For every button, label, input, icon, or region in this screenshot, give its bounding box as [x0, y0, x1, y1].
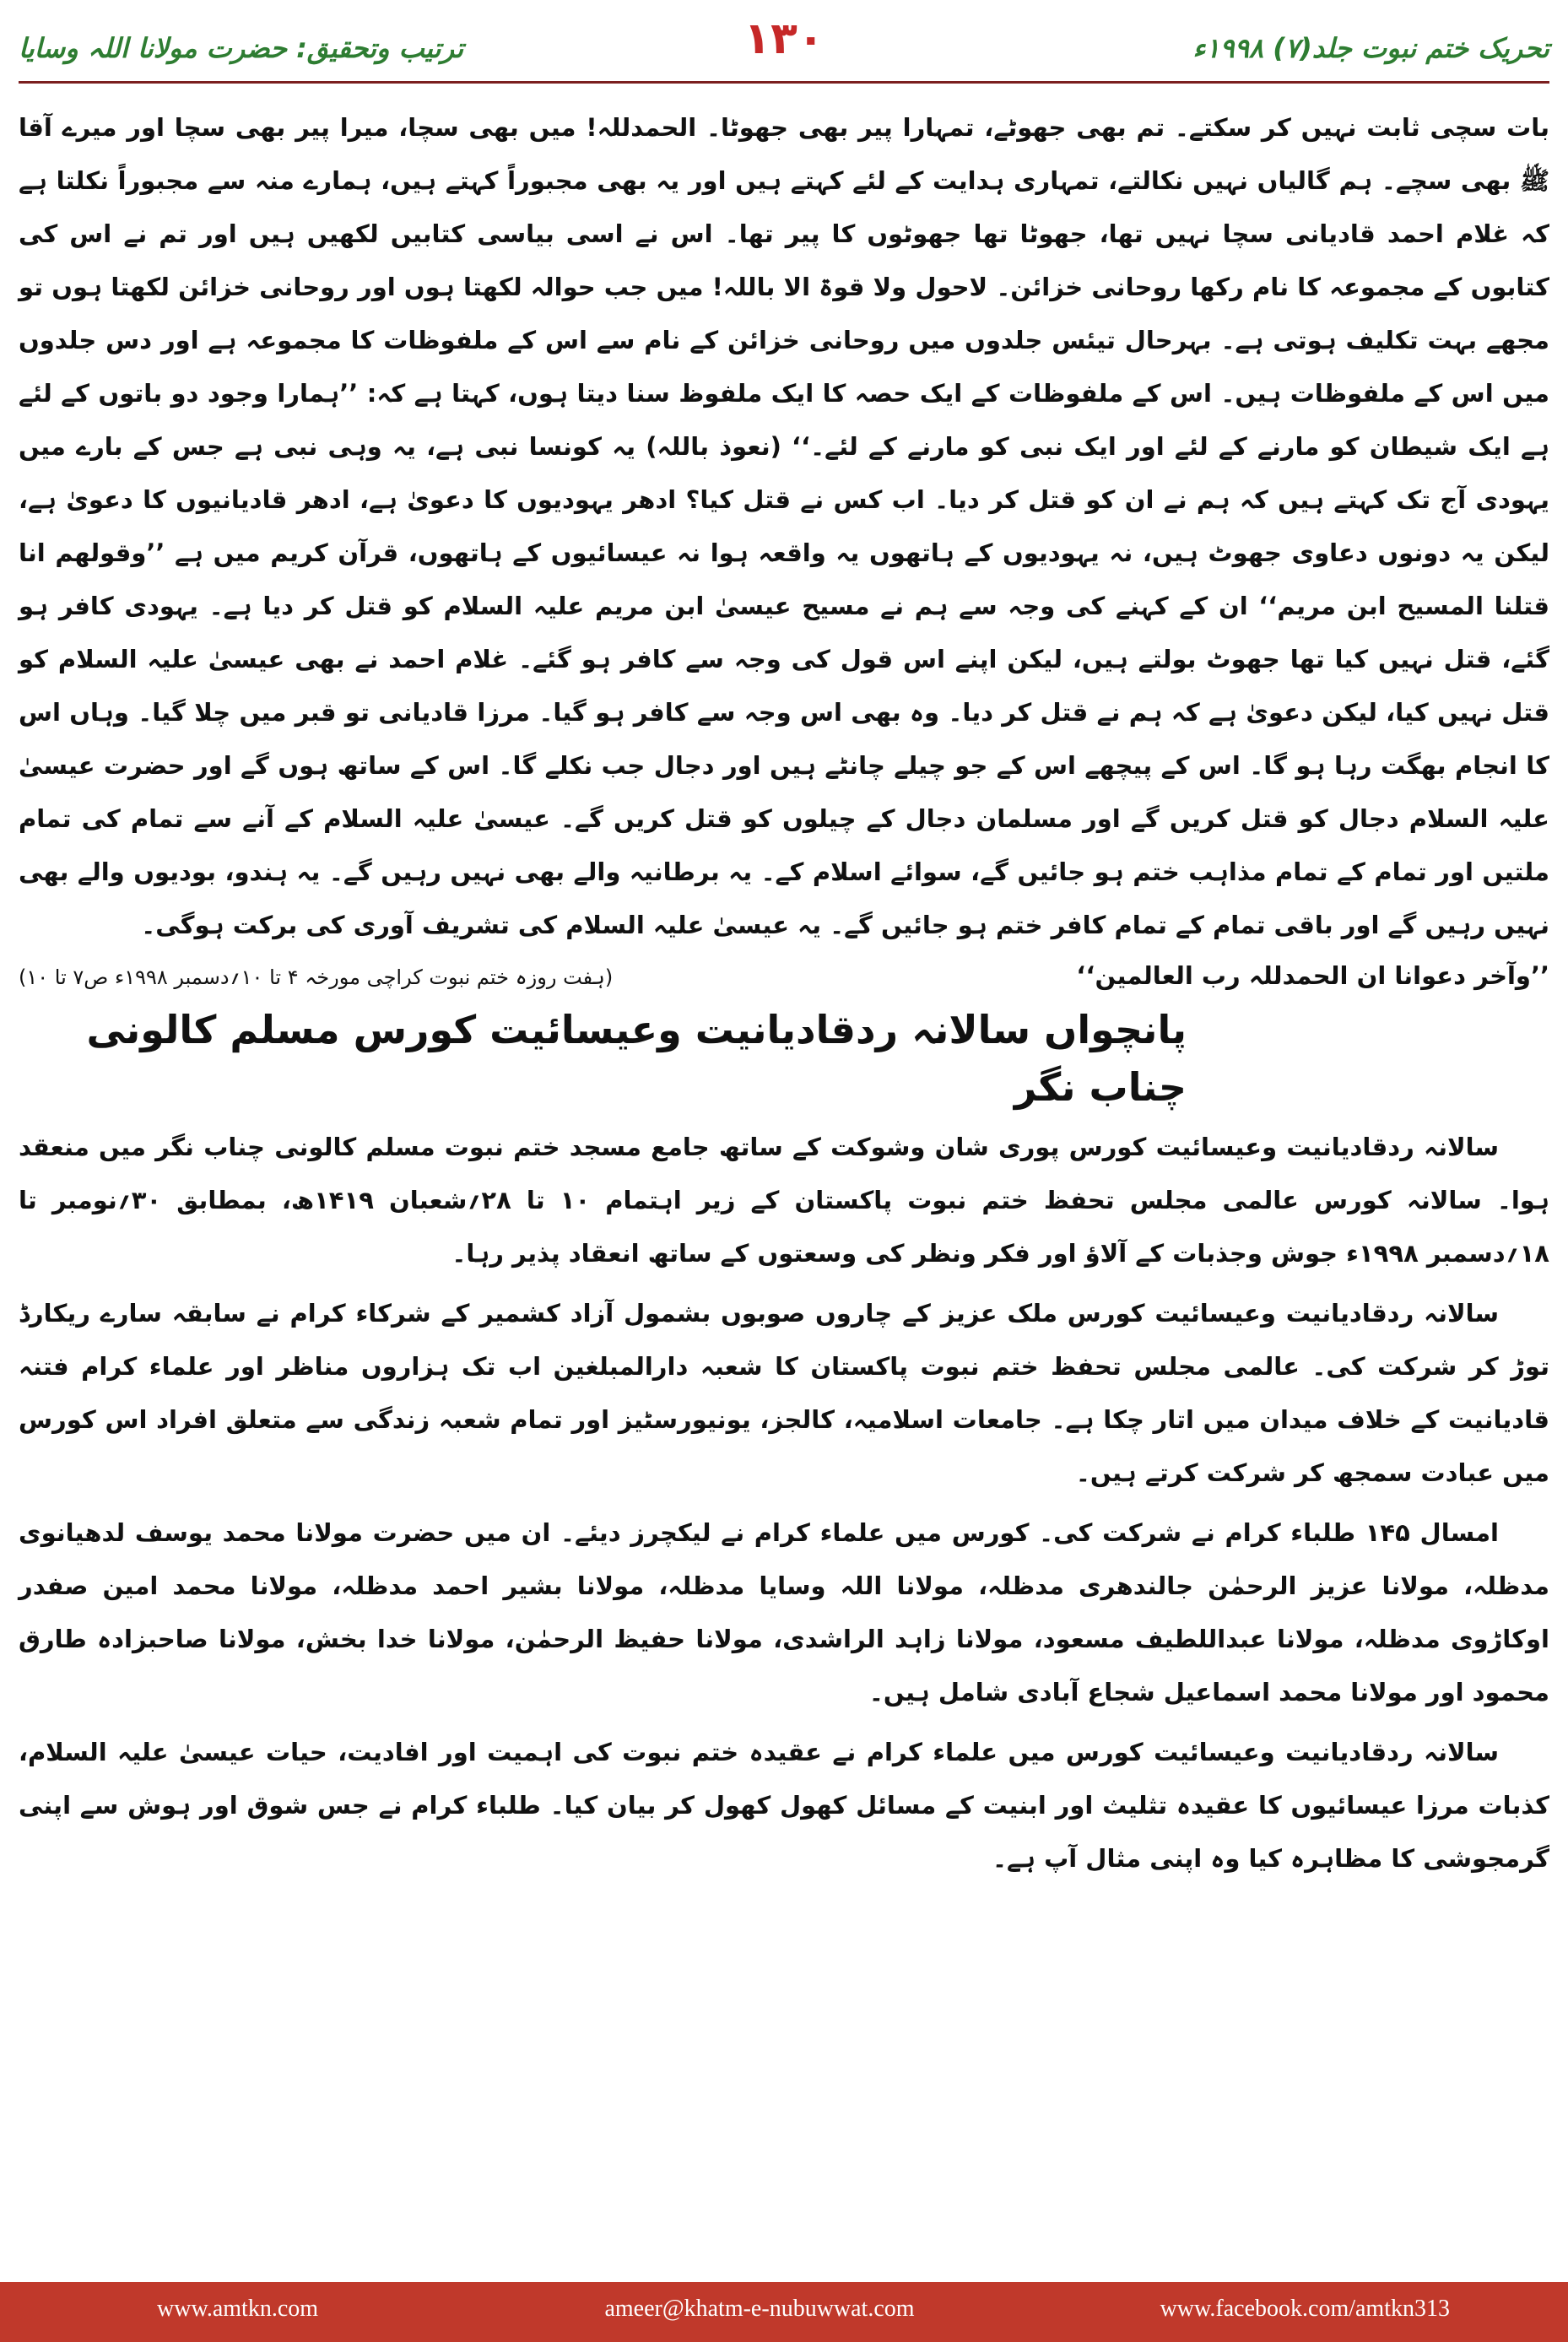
footer-email-link[interactable]: ameer@khatm-e-nubuwwat.com [604, 2296, 915, 2322]
header-author-credit: ترتیب وتحقیق: حضرت مولانا اللہ وسایا [19, 32, 464, 64]
section-paragraph: سالانہ ردقادیانیت وعیسائیت کورس پوری شان وشوکت کے ساتھ جامع مسجد ختم نبوت مسلم کالونی چناب نگر میں منعقد ہوا۔ سالانہ کورس عالمی مجلس تحفظ ختم نبوت پاکستان کے زیر اہتمام ۱۰ تا ۲۸؍شعبان ۱۴۱۹ھ، بمطابق ۳۰؍نومبر تا ۱۸؍دسمبر ۱۹۹۸ء جوش وجذبات کے آلاؤ اور فکر ونظر کی وسعتوں کے ساتھ انعقاد پذیر رہا۔ [19, 1133, 1549, 1268]
section-paragraph: امسال ۱۴۵ طلباء کرام نے شرکت کی۔ کورس میں علماء کرام نے لیکچرز دیئے۔ ان میں حضرت مولانا محمد یوسف لدھیانوی مدظلہ، مولانا عزیز الرحمٰن جالندھری مدظلہ، مولانا اللہ وسایا مدظلہ، مولانا بشیر احمد مدظلہ، مولانا محمد امین صفدر اوکاڑوی مدظلہ، مولانا عبداللطیف مسعود، مولانا زاہد الراشدی، مولانا حفیظ الرحمٰن، مولانا خدا بخش، مولانا صاحبزادہ طارق محمود اور مولانا محمد اسماعیل شجاع آبادی شامل ہیں۔ [19, 1518, 1549, 1706]
section-paragraph: سالانہ ردقادیانیت وعیسائیت کورس میں علماء کرام نے عقیدہ ختم نبوت کی اہمیت اور افادیت، حیات عیسیٰ علیہ السلام، کذبات مرزا عیسائیوں کا عقیدہ تثلیث اور ابنیت کے مسائل کھول کھول کر بیان کیا۔ طلباء کرام نے جس شوق اور ہوش سے اپنی گرمجوشی کا مظاہرہ کیا وہ اپنی مثال آپ ہے۔ [19, 1738, 1549, 1873]
section-heading: پانچواں سالانہ ردقادیانیت وعیسائیت کورس مسلم کالونی چناب نگر [86, 1007, 1187, 1110]
section-paragraph: سالانہ ردقادیانیت وعیسائیت کورس ملک عزیز کے چاروں صوبوں بشمول آزاد کشمیر کے شرکاء کرام نے سابقہ سارے ریکارڈ توڑ کر شرکت کی۔ عالمی مجلس تحفظ ختم نبوت پاکستان کا شعبہ دارالمبلغین اب تک ہزاروں مناظر اور علماء کرام فتنہ قادیانیت کے خلاف میدان میں اتار چکا ہے۔ جامعات اسلامیہ، کالجز، یونیورسٹیز اور تمام شعبہ زندگی سے متعلق افراد اس کورس میں عبادت سمجھ کر شرکت کرتے ہیں۔ [19, 1299, 1549, 1487]
source-citation: (ہفت روزہ ختم نبوت کراچی مورخہ ۴ تا ۱۰؍دسمبر ۱۹۹۸ء ص۷ تا ۱۰) [19, 965, 614, 989]
closing-prayer: ’’وآخر دعوانا ان الحمدللہ رب العالمین‘‘ [1076, 961, 1549, 990]
page-footer [0, 2282, 1568, 2342]
closing-row [19, 952, 1549, 1001]
page-content [19, 101, 1549, 2312]
body-paragraph: بات سچی ثابت نہیں کر سکتے۔ تم بھی جھوٹے، تمہارا پیر بھی جھوٹا۔ الحمدللہ! میں بھی سچا، میرا پیر بھی سچا اور میرے آقا ﷺ بھی سچے۔ ہم گالیاں نہیں نکالتے، تمہاری ہدایت کے لئے کہتے ہیں اور یہ بھی مجبوراً کہتے ہیں، ہمارے منہ سے مجبوراً نکلتا ہے کہ غلام احمد قادیانی سچا نہیں تھا، جھوٹا تھا جھوٹوں کا پیر تھا۔ اس نے اسی بیاسی کتابیں لکھیں ہیں اور تم نے اس کی کتابوں کے مجموعہ کا نام رکھا روحانی خزائن۔ لاحول ولا قوۃ الا باللہ! میں جب حوالہ لکھتا ہوں اور روحانی خزائن لکھتا ہوں تو مجھے بہت تکلیف ہوتی ہے۔ بہرحال تیئس جلدوں میں روحانی خزائن کے نام سے اس کے ملفوظات کا مجموعہ ہے اور دس جلدوں میں اس کے ملفوظات ہیں۔ اس کے ملفوظات کے ایک حصہ کا ایک ملفوظ سنا دیتا ہوں، کہتا ہے کہ: ’’ہمارا وجود دو باتوں کے لئے ہے ایک شیطان کو مارنے کے لئے اور ایک نبی کو مارنے کے لئے۔‘‘ (نعوذ باللہ) یہ کونسا نبی ہے، یہ وہی نبی ہے جس کے بارے میں یہودی آج تک کہتے ہیں کہ ہم نے ان کو قتل کر دیا۔ اب کس نے قتل کیا؟ ادھر یہودیوں کا دعویٰ ہے، ادھر قادیانیوں کا دعویٰ ہے، لیکن یہ دونوں دعاوی جھوٹ ہیں، نہ یہودیوں کے ہاتھوں یہ واقعہ ہوا نہ عیسائیوں کے ہاتھوں، قرآن کریم میں ہے ’’وقولھم انا قتلنا المسیح ابن مریم‘‘ ان کے کہنے کی وجہ سے ہم نے مسیح عیسیٰ ابن مریم علیہ السلام کو قتل کر دیا ہے۔ یہودی کافر ہو گئے، قتل نہیں کیا تھا جھوٹ بولتے ہیں، لیکن اپنے اس قول کی وجہ سے کافر ہو گئے۔ غلام احمد نے بھی عیسیٰ علیہ السلام کو قتل نہیں کیا، لیکن دعویٰ ہے کہ ہم نے قتل کر دیا۔ وہ بھی اس وجہ سے کافر ہو گیا۔ مرزا قادیانی تو قبر میں چلا گیا۔ وہاں اس کا انجام بھگت رہا ہو گا۔ اس کے پیچھے اس کے جو چیلے چانٹے ہیں اور دجال جب نکلے گا۔ اس کے ساتھ ہوں گے اور حضرت عیسیٰ علیہ السلام دجال کو قتل کریں گے اور مسلمان دجال کے چیلوں کو قتل کریں گے۔ عیسیٰ علیہ السلام کے آنے سے تمام کی تمام ملتیں اور تمام کے تمام مذاہب ختم ہو جائیں گے، سوائے اسلام کے۔ یہ برطانیہ والے بھی نہیں رہیں گے۔ یہ ہندو، بودیوں والے بھی نہیں رہیں گے اور باقی تمام کے تمام کافر ختم ہو جائیں گے۔ یہ عیسیٰ علیہ السلام کی تشریف آوری کی برکت ہوگی۔ [19, 113, 1549, 939]
page-number: ۱۳۰ [743, 14, 825, 64]
footer-facebook-link[interactable]: www.facebook.com/amtkn313 [1160, 2296, 1450, 2322]
header-book-title: تحریک ختم نبوت جلد(۷) ۱۹۹۸ء [1192, 32, 1549, 64]
page-header [0, 0, 1568, 78]
footer-website-link[interactable]: www.amtkn.com [157, 2296, 319, 2322]
header-divider [19, 81, 1549, 84]
